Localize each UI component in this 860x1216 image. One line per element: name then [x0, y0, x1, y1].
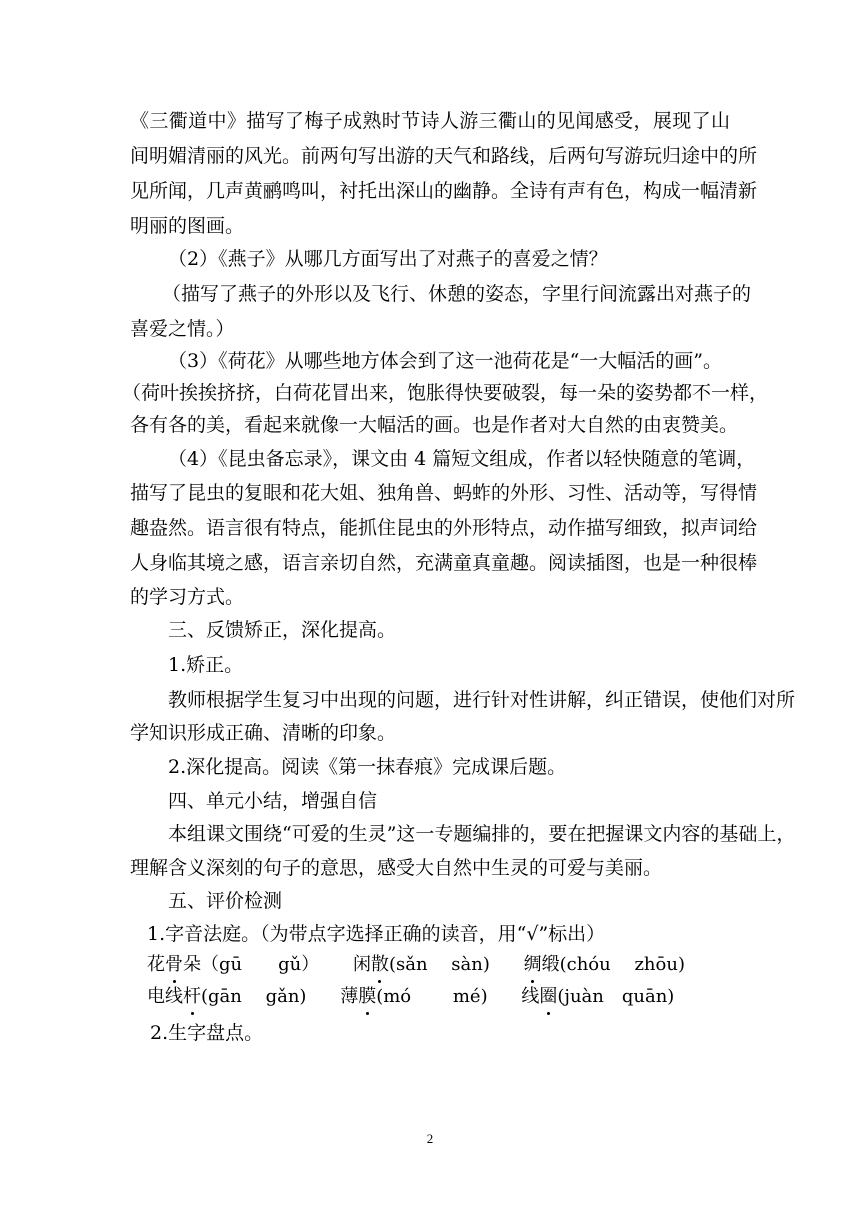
dotted-char: 膜	[358, 986, 377, 1007]
paragraph-4-line: 描写了昆虫的复眼和花大姐、独角兽、蚂蚱的外形、习性、活动等，写得情	[130, 482, 758, 504]
paragraph-5-line: 学知识形成正确、清晰的印象。	[130, 722, 397, 744]
pinyin-options: （gū gǔ）	[201, 954, 320, 975]
paragraph-line: 《三衢道中》描写了梅子成熟时节诗人游三衢山的见闻感受，展现了山	[130, 110, 730, 132]
paragraph-4-line: 人身临其境之感，语言亲切自然，充满童真童趣。阅读插图，也是一种很棒	[130, 552, 758, 574]
exercise-2-title: 2.生字盘点。	[150, 1022, 264, 1044]
page-number: 2	[426, 1131, 434, 1146]
dotted-char: 圈	[539, 986, 558, 1007]
answer-3-line: 各有各的美，看起来就像一大幅活的画。也是作者对大自然的由衷赞美。	[130, 414, 739, 436]
pinyin-options: (gān gǎn)	[201, 986, 307, 1007]
dotted-char: 绸	[523, 954, 542, 975]
pinyin-options: (juàn quān)	[557, 986, 675, 1007]
answer-2-line: （描写了燕子的外形以及飞行、休憩的姿态，字里行间流露出对燕子的	[162, 283, 752, 305]
paragraph-line: 见所闻，几声黄鹂鸣叫，衬托出深山的幽静。全诗有声有色，构成一幅清新	[130, 180, 758, 202]
paragraph-5-line: 教师根据学生复习中出现的问题，进行针对性讲解，纠正错误，使他们对所	[168, 689, 796, 711]
word-1: 花骨朵（gū gǔ）	[147, 954, 320, 975]
section-heading-4: 四、单元小结，增强自信	[168, 790, 378, 812]
paragraph-line: 间明媚清丽的风光。前两句写出游的天气和路线，后两句写游玩归途中的所	[130, 145, 758, 167]
exercise-1-title: 1.字音法庭。（为带点字选择正确的读音，用“√”标出）	[147, 923, 606, 945]
pinyin-row-1	[147, 954, 685, 976]
paragraph-4-line: 趣盎然。语言很有特点，能抓住昆虫的外形特点，动作描写细致，拟声词给	[130, 517, 758, 539]
paragraph-4-line: （4）《昆虫备忘录》，课文由 4 篇短文组成，作者以轻快随意的笔调，	[168, 448, 756, 470]
section-heading-3: 三、反馈矫正，深化提高。	[168, 619, 397, 641]
dotted-char: 骨	[165, 954, 183, 975]
paragraph-line: 明丽的图画。	[130, 215, 245, 237]
pinyin-options: (sǎn sàn)	[388, 954, 490, 975]
question-2: （2）《燕子》从哪几方面写出了对燕子的喜爱之情？	[168, 248, 608, 270]
question-3: （3）《荷花》从哪些地方体会到了这一池荷花是“一大幅活的画”。	[168, 350, 723, 372]
word-3: 线圈(juàn quān)	[521, 986, 675, 1007]
paragraph-4-line: 的学习方式。	[130, 586, 245, 608]
pinyin-options: (mó mé)	[376, 986, 488, 1007]
word-2: 薄膜(mó mé)	[340, 986, 488, 1007]
word-1: 电线杆(gān gǎn)	[147, 986, 307, 1007]
dotted-char: 杆	[183, 986, 201, 1007]
answer-3-line: （荷叶挨挨挤挤，白荷花冒出来，饱胀得快要破裂，每一朵的姿势都不一样，	[122, 382, 769, 404]
dotted-char: 散	[370, 954, 389, 975]
word-2: 闲散(sǎn sàn)	[352, 954, 490, 975]
answer-2-line: 喜爱之情。）	[130, 318, 235, 340]
subheading-correction: 1.矫正。	[168, 654, 244, 676]
word-3: 绸缎(chóu zhōu)	[523, 954, 685, 975]
section-heading-5: 五、评价检测	[168, 890, 283, 912]
paragraph-6-line: 理解含义深刻的句子的意思，感受大自然中生灵的可爱与美丽。	[130, 857, 663, 879]
subheading-deepen: 2.深化提高。阅读《第一抹春痕》完成课后题。	[168, 756, 567, 778]
pinyin-row-2	[147, 986, 674, 1008]
pinyin-options: (chóu zhōu)	[559, 954, 685, 975]
paragraph-6-line: 本组课文围绕“可爱的生灵”这一专题编排的，要在把握课文内容的基础上，	[168, 823, 796, 845]
